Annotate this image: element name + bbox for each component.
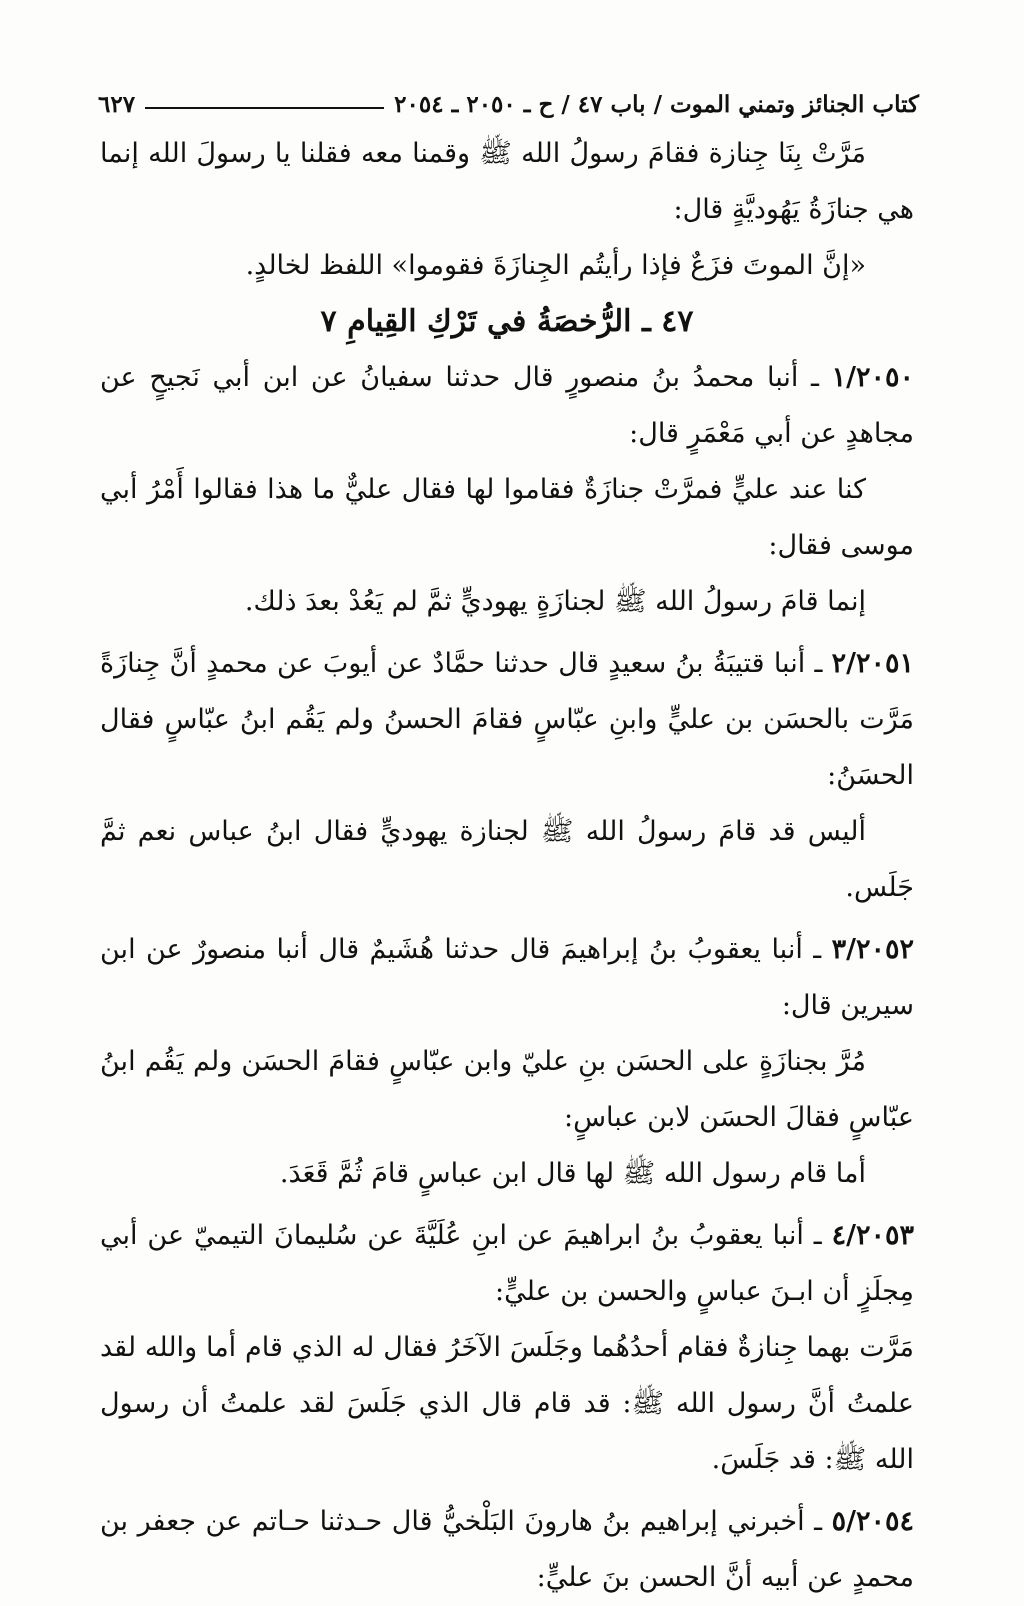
paragraph: مَرَّتْ بِنَا جِنازة فقامَ رسولُ الله ﷺ وقمنا معه فقلنا يا رسولَ الله إنما هي جنازَةُ يَهُوديَّةٍ قال: [100, 138, 914, 225]
hadith-2050-isnad [100, 350, 914, 462]
hadith-text: أما قام رسول الله ﷺ لها قال ابن عباسٍ قامَ ثُمَّ قَعَدَ. [279, 1158, 866, 1189]
hadith-text: مُرَّ بجنازَةٍ على الحسَن بنِ عليّ وابن عبّاسٍ فقامَ الحسَن ولم يَقُم ابنُ عبّاسٍ فقالَ الحسَن لابن عباسٍ: [100, 1046, 914, 1133]
hadith-2054-isnad [100, 1494, 914, 1606]
hadith-number: ٣/٢٠٥٢ [831, 934, 914, 965]
hadith-text: كنا عند عليٍّ فمرَّتْ جنازَةٌ فقاموا لها فقال عليٌّ ما هذا فقالوا أَمْرُ أبي موسى فقال: [100, 474, 914, 561]
hadith-text: مَرَّت بهما جِنازةٌ فقام أحدُهُما وجَلَسَ الآخَرُ فقال له الذي قام أما والله لقد علمتُ أنَّ رسول الله ﷺ: قد قام قال الذي جَلَسَ لقد علمتُ أن رسول الله ﷺ: قد جَلَسَ. [100, 1332, 914, 1475]
chapter-heading: ٤٧ ـ الرُّخصَةُ في تَرْكِ القِيامِ ٧ [320, 304, 694, 339]
hadith-isnad: ـ أنبا محمدُ بنُ منصورٍ قال حدثنا سفيانُ عن ابن أبي نَجيحٍ عن مجاهدٍ عن أبي مَعْمَرٍ قال: [100, 362, 914, 449]
hadith-isnad: ـ أنبا يعقوبُ بنُ ابراهيمَ عن ابنِ عُلَيَّةَ عن سُليمانَ التيميّ عن أبي مِجلَزٍ أن ابـنَ عباسٍ والحسن بن عليٍّ: [100, 1220, 914, 1307]
hadith-number: ٤/٢٠٥٣ [831, 1220, 914, 1251]
hadith-text: أليس قد قامَ رسولُ الله ﷺ لجنازة يهوديٍّ فقال ابنُ عباس نعم ثمَّ جَلَس. [100, 816, 914, 903]
hadith-isnad: ـ أخبرني إبراهيم بنُ هارونَ البَلْخيُّ قال حـدثنا حـاتم عن جعفر بن محمدٍ عن أبيه أنَّ الحسن بنَ عليٍّ: [100, 1506, 914, 1593]
hadith-2051-isnad [100, 636, 914, 804]
hadith-2052-isnad [100, 922, 914, 1034]
hadith-number: ٢/٢٠٥١ [831, 648, 914, 679]
header-title: كتاب الجنائز وتمني الموت / باب ٤٧ / ح ـ ٢٠٥٠ ـ ٢٠٥٤ [394, 91, 919, 118]
hadith-isnad: ـ أنبا قتيبَةُ بنُ سعيدٍ قال حدثنا حمَّادٌ عن أيوبَ عن محمدٍ أنَّ جِنازَةً مَرَّت بالحسَن بن عليٍّ وابنِ عبّاسٍ فقامَ الحسنُ ولم يَقُم ابنُ عبّاسٍ فقال الحسَنُ: [100, 648, 914, 791]
page-body [100, 126, 914, 1606]
header-rule [145, 107, 384, 109]
page-number: ٦٢٧ [98, 91, 136, 118]
hadith-text: إنما قامَ رسولُ الله ﷺ لجنازَةٍ يهوديٍّ ثمَّ لم يَعُدْ بعدَ ذلك. [244, 586, 866, 617]
hadith-2053-isnad [100, 1208, 914, 1320]
hadith-number: ٥/٢٠٥٤ [831, 1506, 914, 1537]
paragraph: «إنَّ الموتَ فزَعٌ فإذا رأيتُم الجِنازَةَ فقوموا» اللفظ لخالدٍ. [245, 250, 866, 281]
hadith-isnad: ـ أنبا يعقوبُ بنُ إبراهيمَ قال حدثنا هُشَيمٌ قال أنبا منصورٌ عن ابن سيرين قال: [100, 934, 914, 1021]
hadith-number: ١/٢٠٥٠ [831, 362, 914, 393]
running-header [98, 78, 919, 118]
